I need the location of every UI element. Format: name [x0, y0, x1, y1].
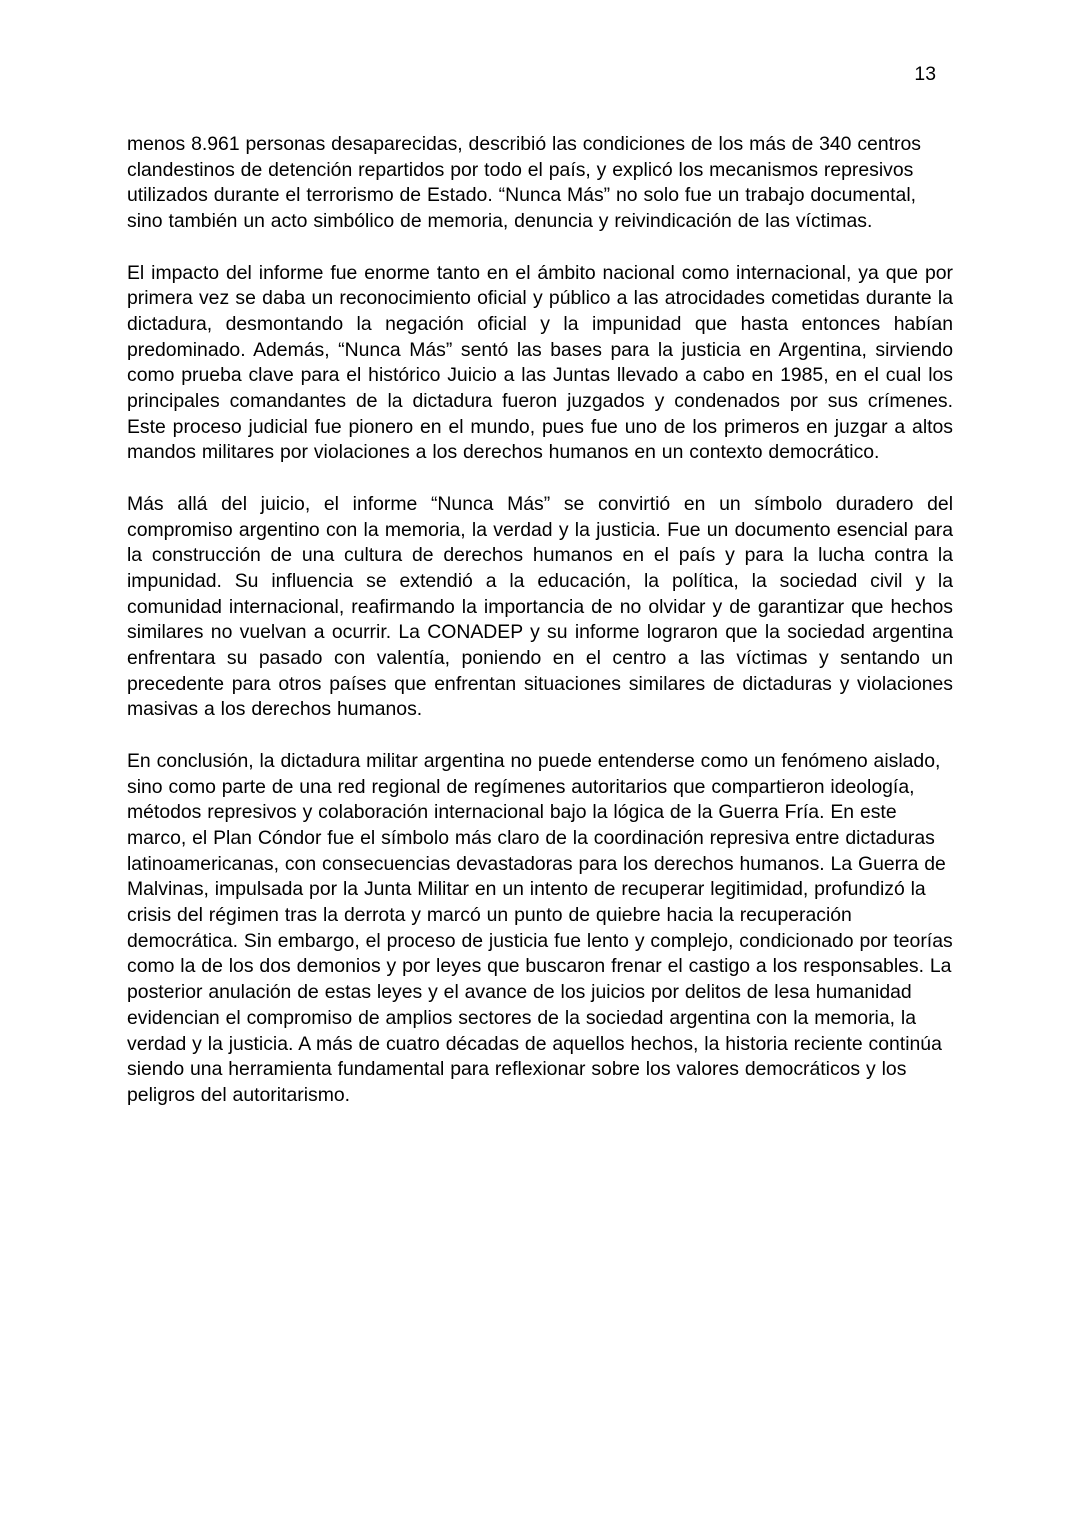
paragraph-conclusion: En conclusión, la dictadura militar argentina no puede entenderse como un fenómeno aislado, sino como parte de una red regional de regímenes autoritarios que compartieron ideología, métodos represivos y colaboración internacional bajo la lógica de la Guerra Fría. En este marco, el Plan Cóndor fue el símbolo más claro de la coordinación represiva entre dictaduras latinoamericanas, con consecuencias devastadoras para los derechos humanos. La Guerra de Malvinas, impulsada por la Junta Militar en un intento de recuperar legitimidad, profundizó la crisis del régimen tras la derrota y marcó un punto de quiebre hacia la recuperación democrática. Sin embargo, el proceso de justicia fue lento y complejo, condicionado por teorías como la de los dos demonios y por leyes que buscaron frenar el castigo a los responsables. La posterior anulación de estas leyes y el avance de los juicios por delitos de lesa humanidad evidencian el compromiso de amplios sectores de la sociedad argentina con la memoria, la verdad y la justicia. A más de cuatro décadas de aquellos hechos, la historia reciente continúa siendo una herramienta fundamental para reflexionar sobre los valores democráticos y los peligros del autoritarismo. — [127, 749, 953, 1106]
page-number: 13 — [914, 63, 936, 85]
paragraph-impacto-informe: El impacto del informe fue enorme tanto en el ámbito nacional como internacional, ya que por primera vez se daba un reconocimiento oficial y público a las atrocidades cometidas durante la dictadura, desmontando la negación oficial y la impunidad que hasta entonces habían predominado. Además, “Nunca Más” sentó las bases para la justicia en Argentina, sirviendo como prueba clave para el histórico Juicio a las Juntas llevado a cabo en 1985, en el cual los principales comandantes de la dictadura fueron juzgados y condenados por sus crímenes. Este proceso judicial fue pionero en el mundo, pues fue uno de los primeros en juzgar a altos mandos militares por violaciones a los derechos humanos en un contexto democrático. — [127, 261, 953, 464]
document-body — [127, 132, 953, 1134]
paragraph-nunca-mas-continuation: menos 8.961 personas desaparecidas, describió las condiciones de los más de 340 centros clandestinos de detención repartidos por todo el país, y explicó los mecanismos represivos utilizados durante el terrorismo de Estado. “Nunca Más” no solo fue un trabajo documental, sino también un acto simbólico de memoria, denuncia y reivindicación de las víctimas. — [127, 133, 921, 233]
paragraph-simbolo-duradero: Más allá del juicio, el informe “Nunca Más” se convirtió en un símbolo duradero del compromiso argentino con la memoria, la verdad y la justicia. Fue un documento esencial para la construcción de una cultura de derechos humanos en el país y para la lucha contra la impunidad. Su influencia se extendió a la educación, la política, la sociedad civil y la comunidad internacional, reafirmando la importancia de no olvidar y de garantizar que hechos similares no vuelvan a ocurrir. La CONADEP y su informe lograron que la sociedad argentina enfrentara su pasado con valentía, poniendo en el centro a las víctimas y sentando un precedente para otros países que enfrentan situaciones similares de dictaduras y violaciones masivas a los derechos humanos. — [127, 492, 953, 721]
